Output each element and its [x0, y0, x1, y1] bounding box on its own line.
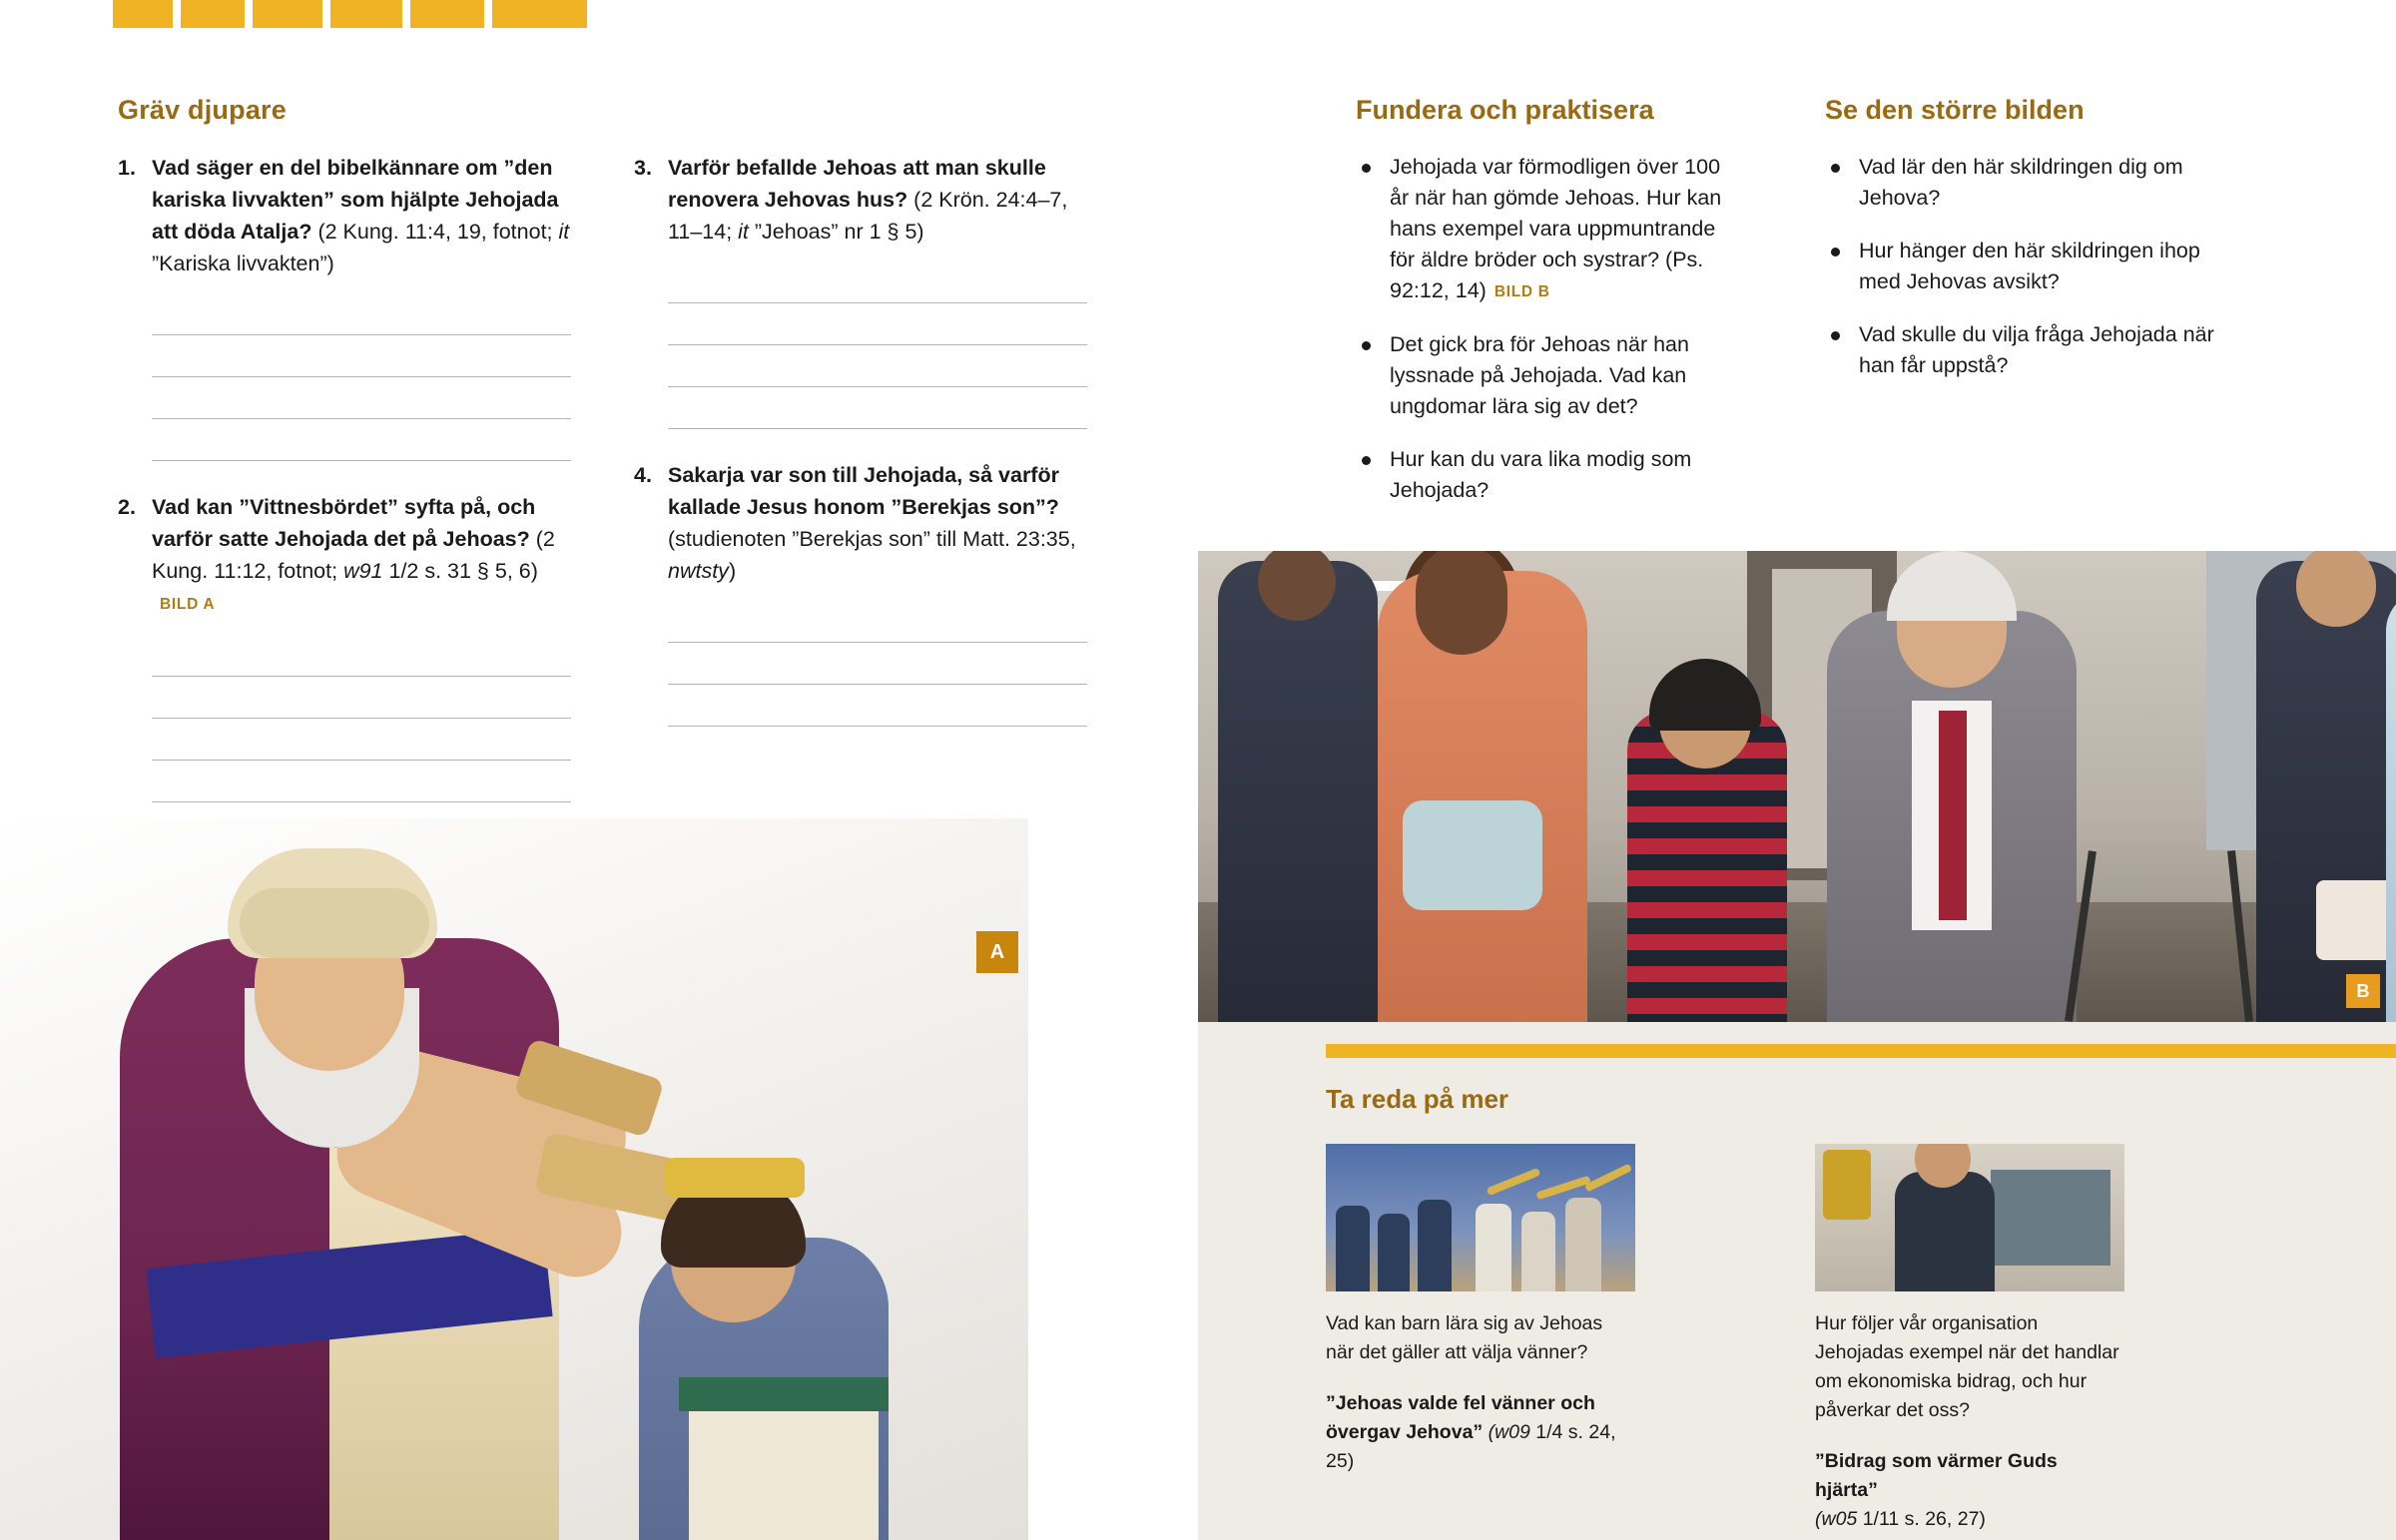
- question-column-1: [118, 152, 572, 802]
- answer-line[interactable]: [668, 643, 1087, 685]
- answer-line[interactable]: [152, 635, 571, 677]
- question-rest-2: ”Jehoas” nr 1 § 5): [748, 220, 924, 244]
- question-rest: (2 Krön. 24:4–7, 11–14;: [668, 188, 1068, 244]
- photo-b-congregation: [1198, 551, 2396, 1022]
- list-item: [1356, 152, 1745, 307]
- answer-line[interactable]: [152, 335, 571, 377]
- answer-line[interactable]: [668, 685, 1087, 727]
- question-rest-2: ): [728, 559, 737, 583]
- resource-reference-title: ”Bidrag som värmer Guds hjärta”: [1815, 1450, 2058, 1501]
- question-rest: (2 Kung. 11:4, 19, fotnot;: [311, 220, 559, 244]
- question-item: [634, 459, 1088, 587]
- question-rest: (studienoten ”Berekjas son” till Matt. 23:35,: [668, 527, 1076, 551]
- question-number: 2.: [118, 495, 136, 519]
- fundera-section: [1356, 95, 1745, 528]
- resource-question: Hur följer vår organisation Jehojadas exempel när det handlar om ekonomiska bidrag, och hur påverkar det oss?: [1815, 1312, 2119, 1421]
- question-italic-ref: it: [738, 220, 749, 244]
- resource-thumbnail-2: [1815, 1144, 2124, 1291]
- resource-thumbnail-1: [1326, 1144, 1635, 1291]
- list-item: Hur hänger den här skildringen ihop med Jehovas avsikt?: [1825, 236, 2214, 297]
- resource-reference-rest: 1/11 s. 26, 27): [1857, 1508, 1986, 1530]
- question-italic-ref: it: [558, 220, 570, 244]
- answer-line[interactable]: [152, 293, 571, 335]
- resource-question: Vad kan barn lära sig av Jehoas när det gäller att välja vänner?: [1326, 1312, 1603, 1363]
- right-top-sections: [1356, 95, 2284, 528]
- question-text: [152, 491, 572, 621]
- illustration-a-jehojada-crowning-jehoas: [0, 818, 1028, 1540]
- answer-line[interactable]: [668, 303, 1087, 345]
- answer-line[interactable]: [668, 261, 1087, 303]
- answer-lines[interactable]: [668, 261, 1088, 429]
- answer-line[interactable]: [152, 377, 571, 419]
- ta-reda-pa-mer-panel: [1198, 1022, 2396, 1540]
- resource-reference-pub: (w09: [1483, 1421, 1530, 1443]
- question-italic-ref: w91: [343, 559, 383, 583]
- resource-reference-pub: (w05: [1815, 1508, 1858, 1530]
- question-bold: Sakarja var son till Jehojada, så varför kallade Jesus honom ”Berekjas son”?: [668, 463, 1059, 519]
- question-text: [152, 152, 572, 279]
- list-item: Hur kan du vara lika modig som Jehojada?: [1356, 444, 1745, 506]
- figure-badge-a: BILD A: [160, 596, 216, 613]
- resource-card[interactable]: [1815, 1144, 2124, 1534]
- figure-tag-a: A: [976, 931, 1018, 973]
- question-rest: (2 Kung. 11:12, fotnot;: [152, 527, 555, 583]
- question-rest-2: ”Kariska livvakten”): [152, 252, 334, 275]
- section-title-fundera: Fundera och praktisera: [1356, 95, 1654, 125]
- storre-bilden-section: [1825, 95, 2214, 528]
- resource-card[interactable]: [1326, 1144, 1635, 1534]
- question-text: [668, 459, 1088, 587]
- grav-djupare-section: [118, 95, 1196, 802]
- question-rest-2: 1/2 s. 31 § 5, 6): [382, 559, 538, 583]
- accent-bar: [1326, 1044, 2396, 1058]
- question-text: [668, 152, 1088, 248]
- answer-lines[interactable]: [152, 293, 572, 461]
- list-item: Det gick bra för Jehoas när han lyssnade på Jehojada. Vad kan ungdomar lära sig av det?: [1356, 329, 1745, 422]
- answer-line[interactable]: [668, 345, 1087, 387]
- question-bold: Vad kan ”Vittnesbördet” syfta på, och varför satte Jehojada det på Jehoas?: [152, 495, 536, 551]
- question-item: [118, 152, 572, 279]
- section-title-storre-bilden: Se den större bilden: [1825, 95, 2085, 125]
- answer-line[interactable]: [152, 719, 571, 761]
- answer-line[interactable]: [152, 677, 571, 719]
- question-number: 3.: [634, 156, 652, 180]
- figure-tag-b: B: [2346, 974, 2380, 1008]
- answer-line[interactable]: [152, 761, 571, 802]
- section-title-grav-djupare: Gräv djupare: [118, 95, 287, 125]
- resource-reference: [1326, 1389, 1635, 1476]
- question-item: [118, 491, 572, 621]
- question-column-2: [634, 152, 1088, 802]
- decorative-header-bar: [113, 0, 587, 28]
- list-item: Vad skulle du vilja fråga Jehojada när han får uppstå?: [1825, 319, 2214, 381]
- question-bold: Varför befallde Jehoas att man skulle renovera Jehovas hus?: [668, 156, 1046, 212]
- resource-reference-rest: 1/4 s. 24, 25): [1326, 1421, 1616, 1472]
- resource-reference: [1815, 1447, 2124, 1534]
- question-italic-ref: nwtsty: [668, 559, 729, 583]
- question-item: [634, 152, 1088, 248]
- list-item: Vad lär den här skildringen dig om Jehova?: [1825, 152, 2214, 214]
- resource-reference-title: ”Jehoas valde fel vänner och övergav Jehova”: [1326, 1392, 1595, 1443]
- fundera-list: [1356, 152, 1745, 506]
- answer-line[interactable]: [152, 419, 571, 461]
- section-title-ta-reda: Ta reda på mer: [1326, 1084, 1509, 1114]
- question-number: 1.: [118, 156, 136, 180]
- answer-lines[interactable]: [152, 635, 572, 802]
- storre-bilden-list: [1825, 152, 2214, 381]
- question-number: 4.: [634, 463, 652, 487]
- answer-line[interactable]: [668, 387, 1087, 429]
- question-bold: Vad säger en del bibelkännare om ”den kariska livvakten” som hjälpte Jehojada att döda Atalja?: [152, 156, 559, 244]
- list-item-text: Jehojada var förmodligen över 100 år när han gömde Jehoas. Hur kan hans exempel vara uppmuntrande för äldre bröder och systrar? (Ps. 92:12, 14): [1390, 155, 1722, 302]
- figure-badge-b: BILD B: [1494, 283, 1550, 300]
- answer-lines[interactable]: [668, 601, 1088, 727]
- answer-line[interactable]: [668, 601, 1087, 643]
